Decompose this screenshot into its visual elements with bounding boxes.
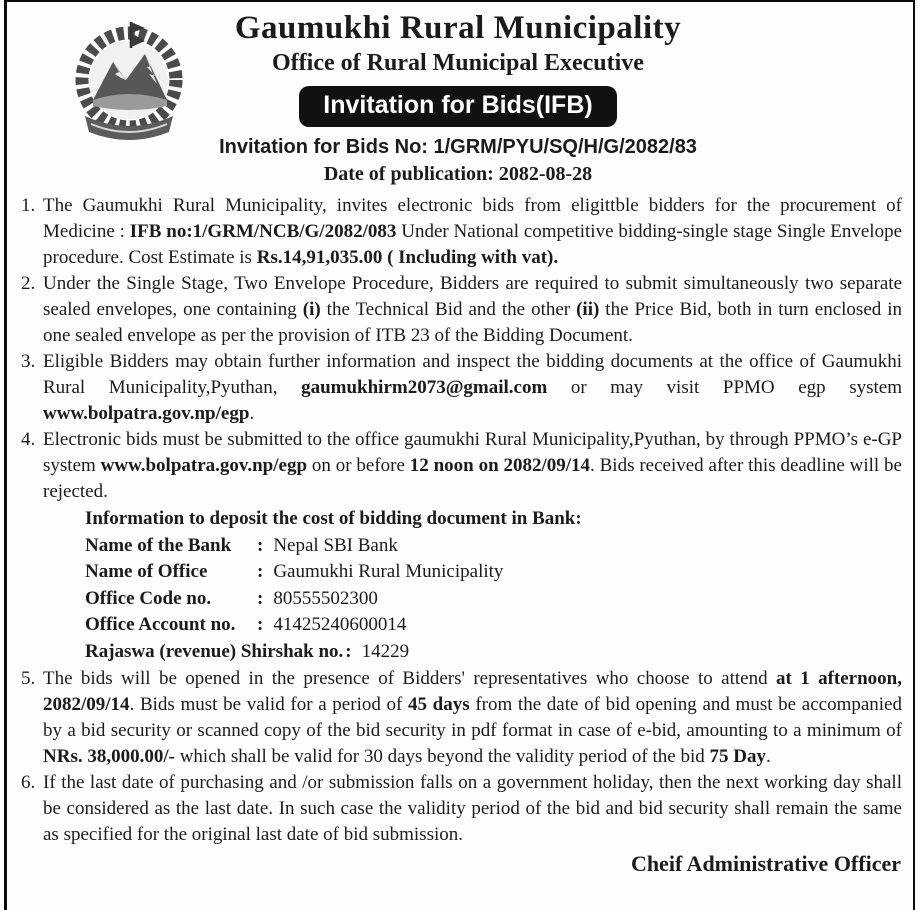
bid-number-line: Invitation for Bids No: 1/GRM/PYU/SQ/H/G/2082/83 [219,136,697,158]
publication-date-line: Date of publication: 2082-08-28 [323,163,593,185]
item-number: 6. [21,772,36,793]
notice-item-5 [13,666,903,770]
item-text: Electronic bids must be submitted to the office gaumukhi Rural Municipality,Pyuthan, by through PPMO’s e-GP system www.bolpatra.gov.np/egp on or before 12 noon on 2082/09/14. Bids received after this deadline will be rejected. [43,429,902,502]
bank-separator: : [257,614,264,635]
notice-header [13,10,903,186]
bank-value: 41425240600014 [273,614,407,635]
bank-label: Office Code no. [85,587,212,609]
bank-info-row [85,586,903,613]
item-number: 2. [21,273,36,294]
item-text: The Gaumukhi Rural Municipality, invites electronic bids from eligittble bidders for the procurement of Medicine : IFB no:1/GRM/NCB/G/2082/083 Under National competitive bidding-single stage Single Envelope procedure. Cost Estimate is Rs.14,91,035.00 ( Including with vat). [43,195,903,268]
notice-item-1 [13,193,903,271]
bank-value: Nepal SBI Bank [273,534,398,556]
bank-info-row [85,639,903,666]
bank-label: Office Account no. [85,614,236,635]
ifb-banner: Invitation for Bids(IFB) [299,86,616,127]
item-text: The bids will be opened in the presence of Bidders' representatives who choose to attend at 1 afternoon, 2082/09/14. Bids must be valid for a period of 45 days from the date of bid opening and must be accompanied by a bid security or scanned copy of the bid security in pdf format in case of e-bid, amounting to a minimum of NRs. 38,000.00/- which shall be valid for 30 days beyond the validity period of the bid 75 Day. [43,668,902,767]
notice-item-3 [13,349,903,427]
office-subtitle: Office of Rural Municipal Executive [272,50,644,76]
bank-value: 80555502300 [273,587,378,609]
item-number: 1. [21,195,36,216]
item-text: Under the Single Stage, Two Envelope Procedure, Bidders are required to submit simultaneously two separate sealed envelopes, one containing (i) the Technical Bid and the other (ii) the Price Bid, both in turn enclosed in one sealed envelope as per the provision of ITB 23 of the Bidding Document. [43,273,903,346]
bank-info-heading: Information to deposit the cost of bidding document in Bank: [85,508,582,529]
bank-label: Name of Office [85,561,208,582]
bank-info-row [85,533,903,560]
bank-label: Name of the Bank [85,534,232,556]
item-number: 4. [21,429,36,450]
item-number: 3. [21,351,36,372]
bank-separator: : [345,640,352,662]
bank-value: Gaumukhi Rural Municipality [273,561,504,582]
notice-item-2 [13,271,903,349]
notice-body [13,193,903,848]
nepal-coat-of-arms-icon [69,14,189,156]
item-number: 5. [21,668,36,689]
signature-title: Cheif Administrative Officer [630,851,901,876]
bank-label: Rajaswa (revenue) Shirshak no. [85,640,344,662]
bank-value: 14229 [361,640,410,662]
bank-info-row [85,612,903,639]
ifb-notice-document [4,0,915,910]
bank-separator: : [257,534,264,556]
notice-item-4 [13,427,903,505]
item-text: Eligible Bidders may obtain further information and inspect the bidding documents at the office of Gaumukhi Rural Municipality,Pyuthan, gaumukhirm2073@gmail.com or may visit PPMO egp system www.bolpatra.gov.np/egp. [43,351,902,424]
bank-separator: : [257,587,264,609]
notice-item-6 [13,770,903,848]
municipality-title: Gaumukhi Rural Municipality [234,10,682,46]
item-text: If the last date of purchasing and /or submission falls on a government holiday, then the next working day shall be considered as the last date. In such case the validity period of the bid and bid security shall remain the same as specified for the original last date of bid submission. [43,772,902,845]
bank-info-section [85,505,903,666]
bank-separator: : [257,561,264,582]
bank-info-row [85,559,903,586]
